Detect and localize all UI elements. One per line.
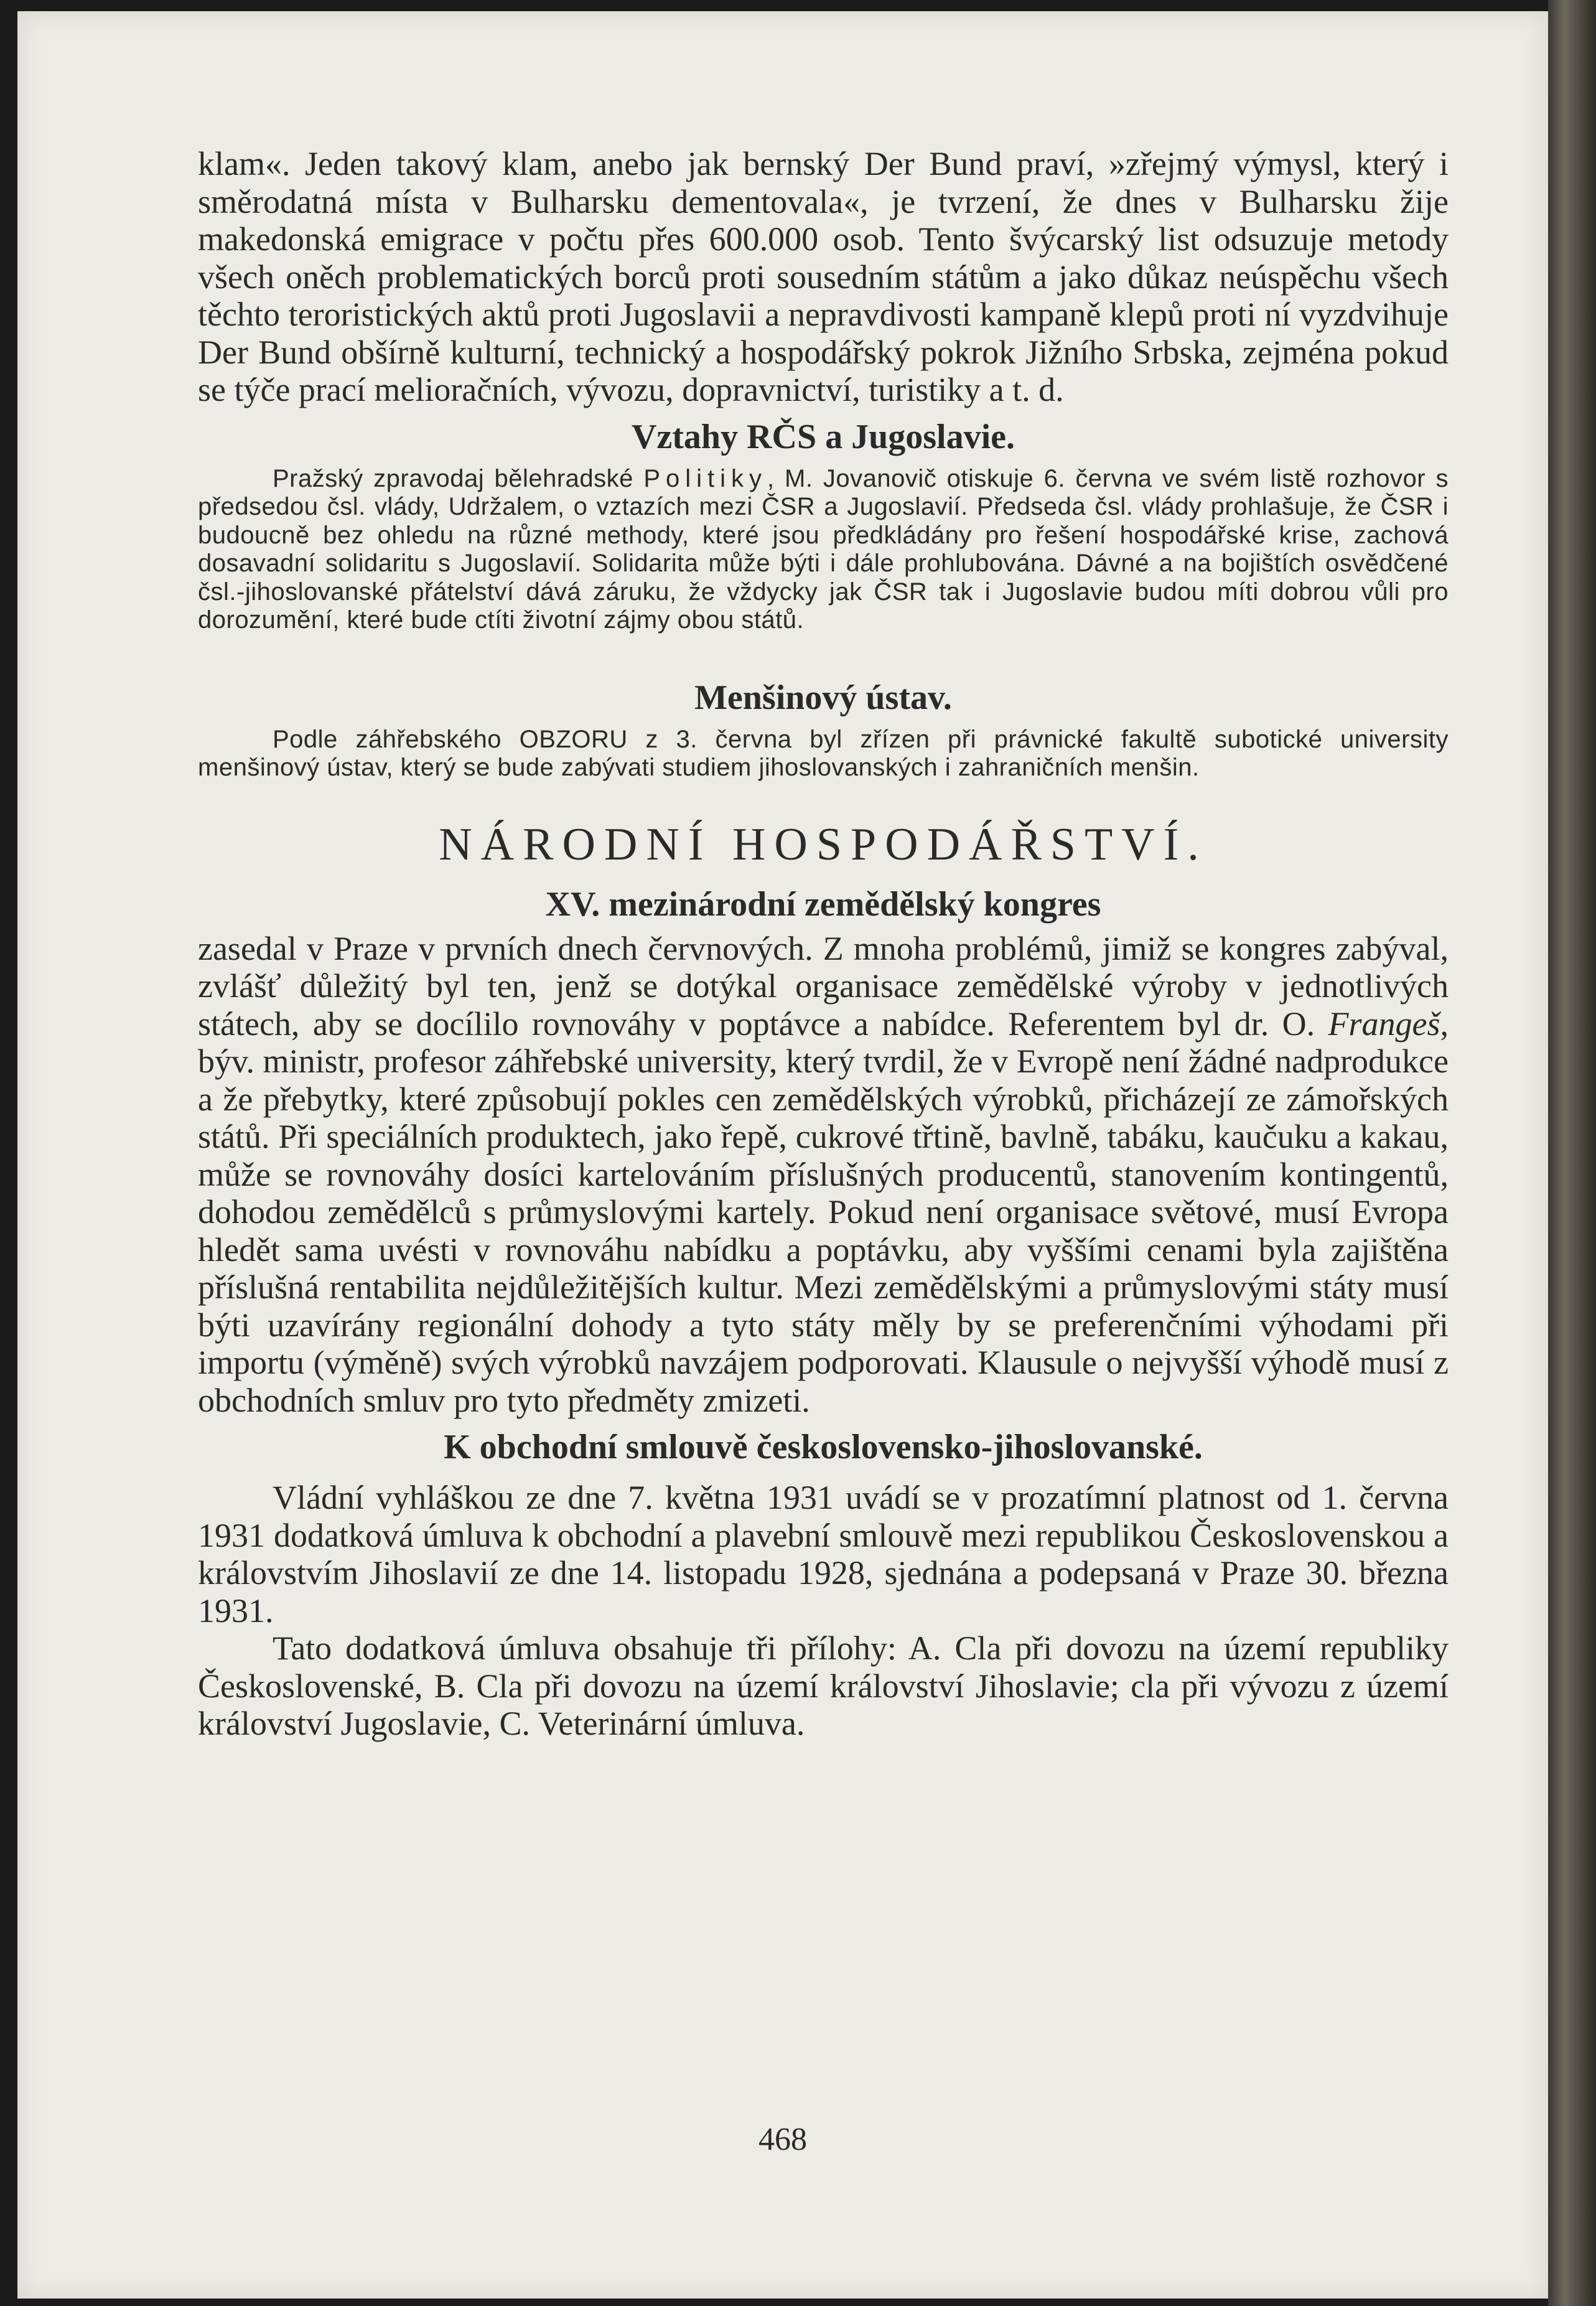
relations-text-after: , M. Jovanovič otiskuje 6. června ve svém listě rozhovor s předsedou čsl. vlády, Udržalem, o vztazích mezi ČSR a Jugoslavií. Předseda čsl. vlády prohlašuje, že ČSR i budoucně bez ohledu na různé methody, které jsou předkládány pro řešení hospodářské krise, zachová dosavadní solidaritu s Jugoslavií. Solidarita může býti i dále prohlubována. Dávné a na bojištích osvědčené čsl.-jihoslovanské přátelství dává záruku, že vždycky jak ČSR tak i Jugoslavie budou míti dobrou vůli pro dorozumění, které bude ctíti životní zájmy obou států. bbox=[198, 464, 1449, 634]
section-heading-treaty: K obchodní smlouvě československo-jihoslovanské. bbox=[444, 1428, 1203, 1466]
section-heading-congress: XV. mezinárodní zemědělský kongres bbox=[545, 884, 1101, 924]
congress-text-before: zasedal v Praze v prvních dnech červnových. Z mnoha problémů, jimiž se kongres zabýval, zvlášť důležitý byl ten, jenž se dotýkal organisace zemědělské výroby v jednotlivých státech, aby se docílilo rovnováhy v poptávce a nabídce. Referentem byl dr. O. bbox=[198, 929, 1449, 1043]
speaker-name: Frangeš bbox=[1328, 1005, 1440, 1043]
minority-paragraph: Podle záhřebského OBZORU z 3. června byl zřízen při právnické fakultě subotické university menšinový ústav, který se bude zabývati studiem jihoslovanských i zahraničních menšin. bbox=[198, 725, 1449, 781]
congress-paragraph bbox=[198, 930, 1449, 1420]
opening-paragraph: klam«. Jeden takový klam, anebo jak bernský Der Bund praví, »zřejmý výmysl, který i směrodatná místa v Bulharsku dementovala«, je tvrzení, že dnes v Bulharsku žije makedonská emigrace v počtu přes 600.000 osob. Tento švýcarský list odsuzuje metody všech oněch problematických borců proti sousedním státům a jako důkaz neúspěchu všech těchto teroristických aktů proti Jugoslavii a nepravdivosti kampaně klepů proti ní vyzdvihuje Der Bund obšírně kulturní, technický a hospodářský pokrok Jižního Srbska, zejména pokud se týče prací melioračních, vývozu, dopravnictví, turistiky a t. d. bbox=[198, 145, 1449, 408]
relations-text-before: Pražský zpravodaj bělehradské bbox=[273, 464, 644, 492]
page-number: 468 bbox=[758, 2122, 807, 2157]
newspaper-name: Politiky bbox=[643, 464, 768, 492]
chapter-title: NÁRODNÍ HOSPODÁŘSTVÍ. bbox=[439, 818, 1208, 870]
book-binding-edge bbox=[1548, 0, 1596, 2306]
page-content bbox=[198, 145, 1449, 1743]
section-heading-relations: Vztahy RČS a Jugoslavie. bbox=[631, 417, 1015, 456]
treaty-paragraph-2: Tato dodatková úmluva obsahuje tři přílohy: A. Cla při dovozu na území republiky Československé, B. Cla při dovozu na území království Jihoslavie; cla při vývozu z území království Jugoslavie, C. Veterinární úmluva. bbox=[198, 1629, 1449, 1742]
book-page bbox=[17, 11, 1548, 2299]
congress-text-after: , býv. ministr, profesor záhřebské university, který tvrdil, že v Evropě není žádné nadprodukce a že přebytky, které způsobují pokles cen zemědělských výrobků, přicházejí ze zámořských států. Při speciálních produktech, jako řepě, cukrové třtině, bavlně, tabáku, kaučuku a kakau, může se rovnováhy dosíci kartelováním příslušných producentů, stanovením kontingentů, dohodou zemědělců s průmyslovými kartely. Pokud není organisace světové, musí Evropa hledět sama uvésti v rovnováhu nabídku a poptávku, aby vyššími cenami byla zajištěna příslušná rentabilita nejdůležitějších kultur. Mezi zemědělskými a průmyslovými státy musí býti uzavírány regionální dohody a tyto státy měly by se preferenčními výhodami při importu (výměně) svých výrobků navzájem podporovati. Klausule o nejvyšší výhodě musí z obchodních smluv pro tyto předměty zmizeti. bbox=[198, 1005, 1449, 1419]
relations-paragraph bbox=[198, 465, 1449, 635]
section-heading-minority: Menšinový ústav. bbox=[694, 678, 952, 717]
treaty-paragraph-1: Vládní vyhláškou ze dne 7. května 1931 uvádí se v prozatímní platnost od 1. června 1931 dodatková úmluva k obchodní a plavební smlouvě mezi republikou Československou a královstvím Jihoslavií ze dne 14. listopadu 1928, sjednána a podepsaná v Praze 30. března 1931. bbox=[198, 1479, 1449, 1629]
